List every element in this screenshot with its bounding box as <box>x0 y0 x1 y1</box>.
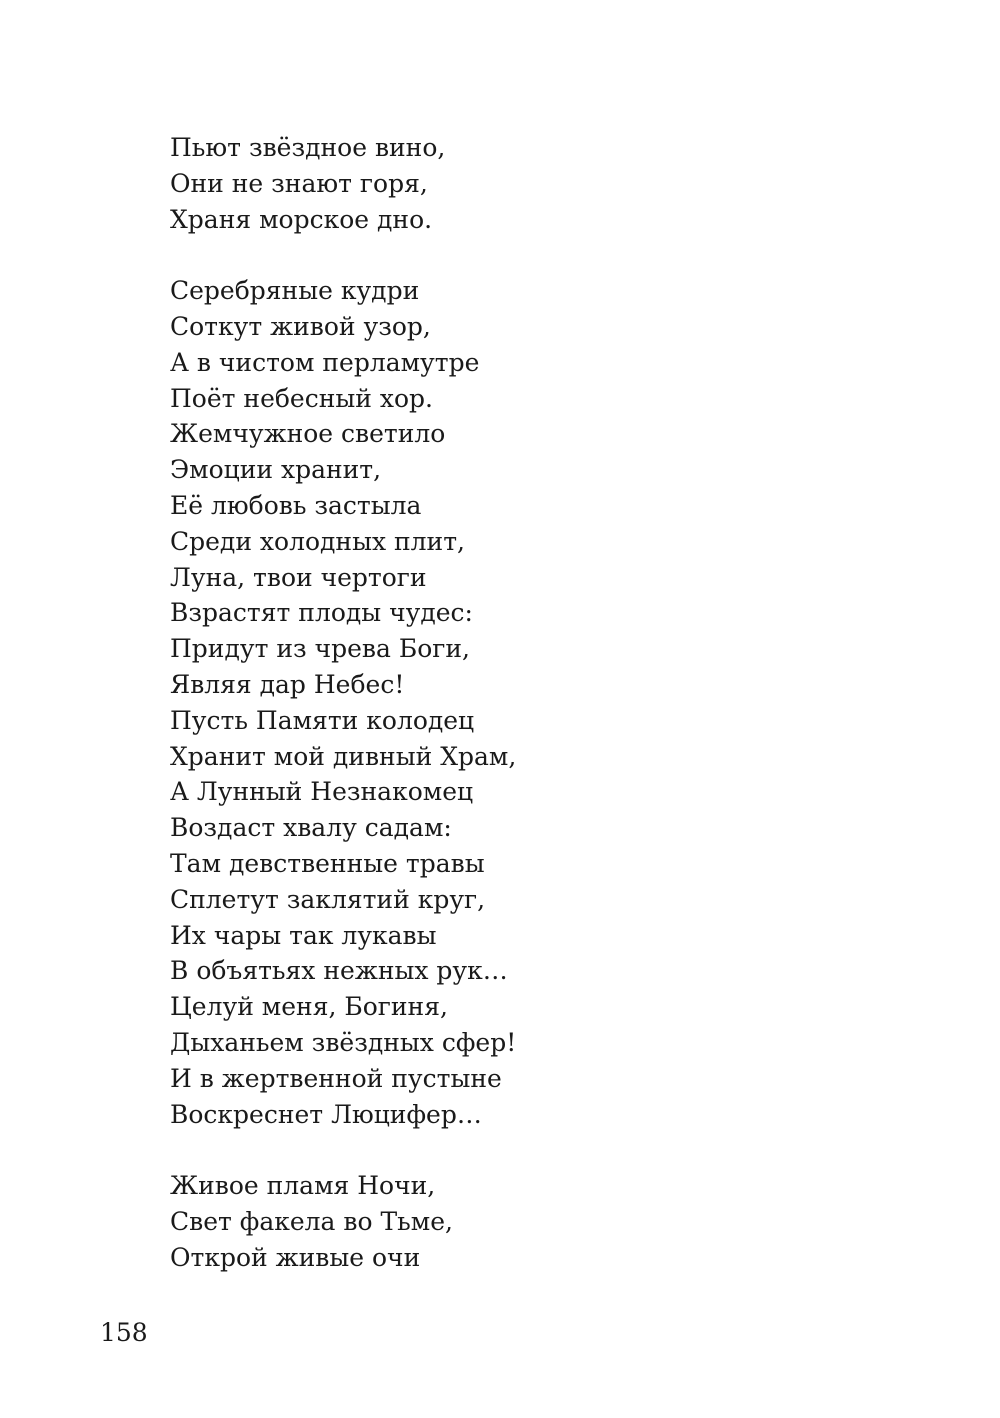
poem-line: Свет факела во Тьме, <box>170 1206 453 1236</box>
poem-line: Придут из чрева Боги, <box>170 634 470 664</box>
poem-line: Серебряные кудри <box>170 276 420 306</box>
poem-line: Поёт небесный хор. <box>170 383 434 413</box>
poem-line: Жемчужное светило <box>170 419 446 449</box>
poem-line: Являя дар Небес! <box>170 669 405 699</box>
poem-line: Взрастят плоды чудес: <box>170 598 473 628</box>
poem-line: Храня морское дно. <box>170 204 433 234</box>
stanza-2 <box>170 273 516 1132</box>
poem-text <box>170 130 516 1276</box>
poem-line: Эмоции хранит, <box>170 455 382 485</box>
stanza-3 <box>170 1168 516 1275</box>
poem-line: Дыханьем звёздных сфер! <box>170 1027 517 1057</box>
stanza-1 <box>170 130 516 237</box>
poem-line: Среди холодных плит, <box>170 526 465 556</box>
poem-line: А Лунный Незнакомец <box>170 777 474 807</box>
poem-line: Пьют звёздное вино, <box>170 133 446 162</box>
poem-line: Там девственные травы <box>170 848 485 878</box>
poem-line: В объятьях нежных рук… <box>170 956 508 986</box>
poem-line: Сплетут заклятий круг, <box>170 884 486 914</box>
poem-line: Соткут живой узор, <box>170 311 431 341</box>
page-number: 158 <box>100 1318 148 1347</box>
poem-line: Пусть Памяти колодец <box>170 705 475 735</box>
poem-line: Они не знают горя, <box>170 168 428 198</box>
poem-line: И в жертвенной пустыне <box>170 1063 502 1093</box>
poem-line: А в чистом перламутре <box>170 347 480 377</box>
poem-line: Воздаст хвалу садам: <box>170 813 452 843</box>
poem-line: Её любовь застыла <box>170 490 422 520</box>
poem-line: Целуй меня, Богиня, <box>170 992 448 1022</box>
poem-line: Их чары так лукавы <box>170 920 437 950</box>
poem-line: Открой живые очи <box>170 1242 421 1272</box>
poem-line: Живое пламя Ночи, <box>170 1171 436 1201</box>
poem-line: Воскреснет Люцифер… <box>170 1099 482 1129</box>
poem-line: Хранит мой дивный Храм, <box>170 741 517 771</box>
poem-line: Луна, твои чертоги <box>170 562 427 592</box>
